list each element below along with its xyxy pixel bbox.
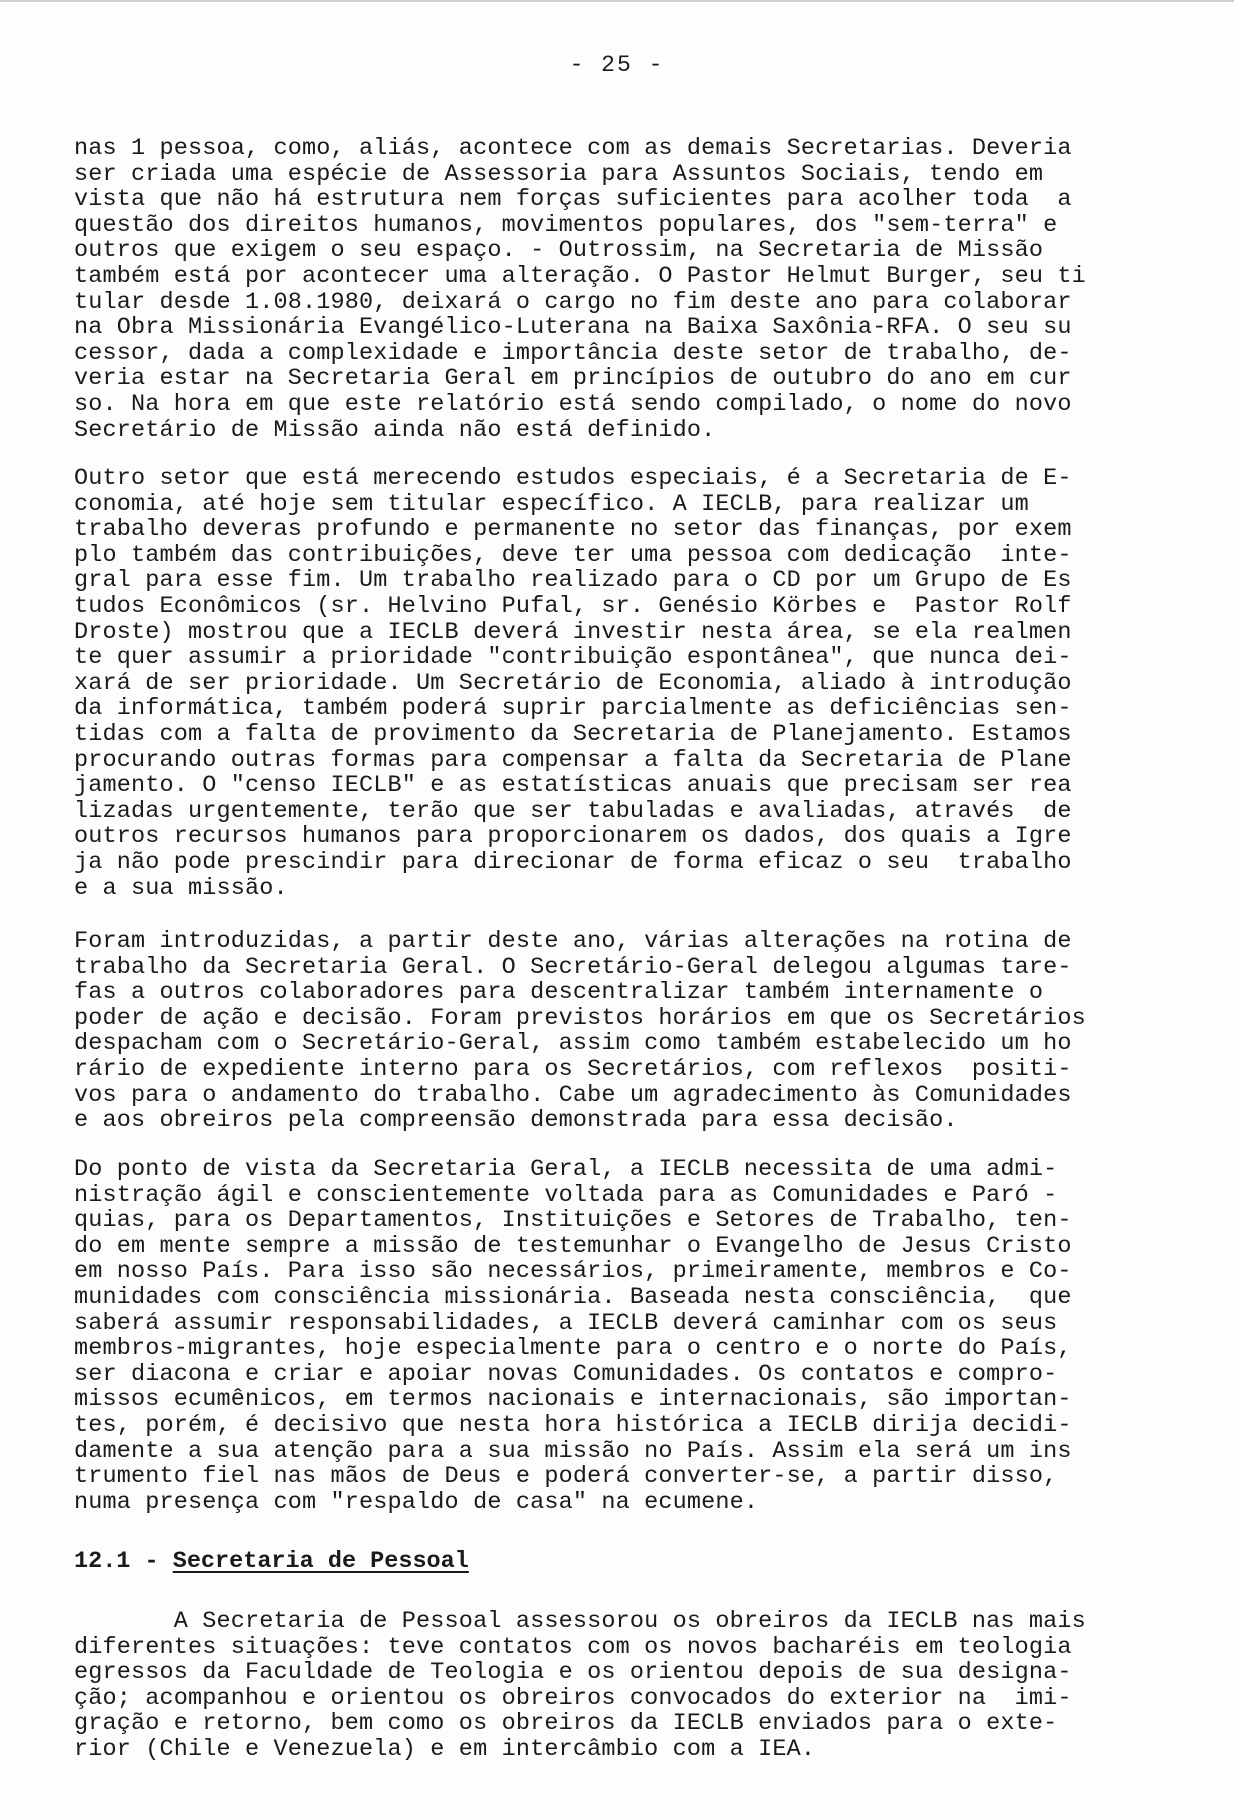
paragraph-ponto-de-vista: Do ponto de vista da Secretaria Geral, a IECLB necessita de uma admi- nistração ágil e conscientemente voltada para as Comunidades e Paró - quias, para os Departamentos, Instituições e Setores de Trabalho, ten- do em mente sempre a missão de testemunhar o Evangelho de Jesus Cristo em nosso País. Para isso são necessários, primeiramente, membros e Co- munidades com consciência missionária. Baseada nesta consciência, que saberá assumir responsabilidades, a IECLB deverá caminhar com os seus membros-migrantes, hoje especialmente para o centro e o norte do País, ser diacona e criar e apoiar novas Comunidades. Os contatos e compro- missos ecumênicos, em termos nacionais e internacionais, são importan- tes, porém, é decisivo que nesta hora histórica a IECLB dirija decidi- damente a sua atenção para a sua missão no País. Assim ela será um ins trumento fiel nas mãos de Deus e poderá converter-se, a partir disso, numa presença com "respaldo de casa" na ecumene.	[74, 1156, 1072, 1516]
section-title: Secretaria de Pessoal	[172, 1548, 469, 1575]
paragraph-secretaria-pessoal: A Secretaria de Pessoal assessorou os obreiros da IECLB nas mais diferentes situações: teve contatos com os novos bacharéis em teologia egressos da Faculdade de Teologia e os orientou depois de sua designa- ção; acompanhou e orientou os obreiros convocados do exterior na imi- gração e retorno, bem como os obreiros da IECLB enviados para o exte- rior (Chile e Venezuela) e em intercâmbio com a IEA.	[74, 1608, 1086, 1763]
paragraph-secretarias: nas 1 pessoa, como, aliás, acontece com as demais Secretarias. Deveria ser criada uma espécie de Assessoria para Assuntos Sociais, tendo em vista que não há estrutura nem forças suficientes para acolher toda a questão dos direitos humanos, movimentos populares, dos "sem-terra" e outros que exigem o seu espaço. - Outrossim, na Secretaria de Missão também está por acontecer uma alteração. O Pastor Helmut Burger, seu ti tular desde 1.08.1980, deixará o cargo no fim deste ano para colaborar na Obra Missionária Evangélico-Luterana na Baixa Saxônia-RFA. O seu su cessor, dada a complexidade e importância deste setor de trabalho, de- veria estar na Secretaria Geral em princípios de outubro do ano em cur so. Na hora em que este relatório está sendo compilado, o nome do novo Secretário de Missão ainda não está definido.	[74, 135, 1086, 444]
section-number: 12.1 -	[74, 1548, 173, 1575]
top-edge-rule	[0, 0, 1234, 2]
paragraph-secretaria-economia: Outro setor que está merecendo estudos especiais, é a Secretaria de E- conomia, até hoje sem titular específico. A IECLB, para realizar um trabalho deveras profundo e permanente no setor das finanças, por exem plo também das contribuições, deve ter uma pessoa com dedicação inte- gral para esse fim. Um trabalho realizado para o CD por um Grupo de Es tudos Econômicos (sr. Helvino Pufal, sr. Genésio Körbes e Pastor Rolf Droste) mostrou que a IECLB deverá investir nesta área, se ela realmen te quer assumir a prioridade "contribuição espontânea", que nunca dei- xará de ser prioridade. Um Secretário de Economia, aliado à introdução da informática, também poderá suprir parcialmente as deficiências sen- tidas com a falta de provimento da Secretaria de Planejamento. Estamos procurando outras formas para compensar a falta da Secretaria de Plane jamento. O "censo IECLB" e as estatísticas anuais que precisam ser rea lizadas urgentemente, terão que ser tabuladas e avaliadas, através de outros recursos humanos para proporcionarem os dados, dos quais a Igre ja não pode prescindir para direcionar de forma eficaz o seu trabalho e a sua missão.	[74, 465, 1072, 902]
paragraph-rotina-secretaria-geral: Foram introduzidas, a partir deste ano, várias alterações na rotina de trabalho da Secretaria Geral. O Secretário-Geral delegou algumas tare- fas a outros colaboradores para descentralizar também internamente o poder de ação e decisão. Foram previstos horários em que os Secretários despacham com o Secretário-Geral, assim como também estabelecido um ho rário de expediente interno para os Secretários, com reflexos positi- vos para o andamento do trabalho. Cabe um agradecimento às Comunidades e aos obreiros pela compreensão demonstrada para essa decisão.	[74, 928, 1086, 1135]
page-number: - 25 -	[569, 52, 665, 78]
section-heading	[74, 1548, 469, 1575]
